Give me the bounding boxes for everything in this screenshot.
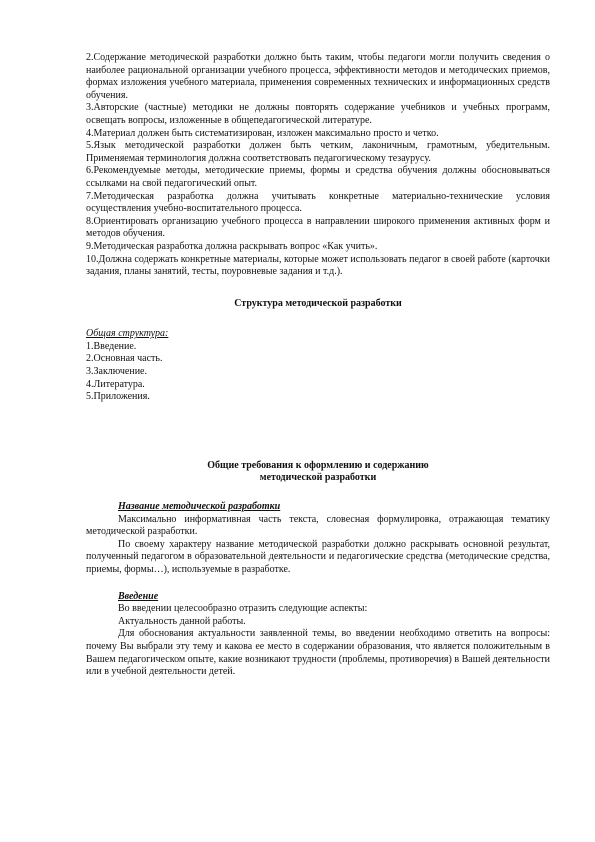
- requirement-item: 10.Должна содержать конкретные материалы, которые может использовать педагог в своей работе (карточки задания, планы занятий, тесты, поуровневые задания и т.д.).: [86, 253, 550, 278]
- requirement-item: 7.Методическая разработка должна учитывать конкретные материально-технические условия осуществления учебно-воспитательного процесса.: [86, 190, 550, 215]
- spacer: [86, 485, 550, 501]
- structure-item: 4.Литература.: [86, 378, 145, 390]
- general-heading-line2: методической разработки: [259, 472, 377, 484]
- requirement-item: 5.Язык методической разработки должен быть четким, лаконичным, грамотным, убедительным. Применяемая терминология должна соответствовать педагогическому тезаурусу.: [86, 140, 550, 164]
- structure-item: 2.Основная часть.: [86, 353, 163, 365]
- requirement-item: 9.Методическая разработка должна раскрывать вопрос «Как учить».: [86, 240, 378, 252]
- structure-item: 1.Введение.: [86, 340, 137, 352]
- title-section-subheading: Название методической разработки: [118, 501, 281, 513]
- intro-section-paragraph: Во введении целесообразно отразить следующие аспекты:: [118, 603, 368, 615]
- structure-item: 3.Заключение.: [86, 366, 147, 378]
- general-heading-line1: Общие требования к оформлению и содержанию: [207, 459, 429, 471]
- requirement-item: 8.Ориентировать организацию учебного процесса в направлении широкого применения активных форм и методов обучения.: [86, 215, 550, 240]
- spacer: [86, 404, 550, 460]
- requirement-item: 2.Содержание методической разработки должно быть таким, чтобы педагоги могли получить сведения о наиболее рациональной организации учебного процесса, эффективности методов и методических приемов, формах изложения учебного материала, применения современных технических и информационных средств обучения.: [86, 52, 550, 101]
- requirements-list: [86, 52, 550, 279]
- spacer: [86, 279, 550, 298]
- page-content: [86, 52, 550, 679]
- requirement-item: 6.Рекомендуемые методы, методические приемы, формы и средства обучения должны обосновываться ссылками на свой педагогический опыт.: [86, 165, 550, 189]
- intro-section-subheading: Введение: [118, 590, 159, 602]
- intro-section-paragraph: Для обоснования актуальности заявленной темы, во введении необходимо ответить на вопросы: почему Вы выбрали эту тему и какова ее место в содержании образования, что является положительным в Вашем педагогическом опыте, какие возникают трудности (проблемы, противоречия) в Вашей деятельности или в учебной деятельности детей.: [86, 628, 550, 678]
- intro-section-paragraph: Актуальность данной работы.: [118, 615, 246, 627]
- structure-subheading: Общая структура:: [86, 328, 169, 340]
- structure-item: 5.Приложения.: [86, 391, 150, 403]
- structure-list: [86, 341, 550, 404]
- spacer: [86, 577, 550, 591]
- title-section-paragraph: Максимально информативная часть текста, словесная формулировка, отражающая тематику методической разработки.: [86, 513, 550, 538]
- structure-heading: Структура методической разработки: [234, 297, 402, 309]
- requirement-item: 4.Материал должен быть систематизирован, изложен максимально просто и четко.: [86, 127, 439, 139]
- title-section-paragraph: По своему характеру название методической разработки должно раскрывать основной результат, полученный педагогом в образовательной деятельности и педагогические средства (методические средства, приемы, формы…), используемые в разработке.: [86, 538, 550, 575]
- requirement-item: 3.Авторские (частные) методики не должны повторять содержание учебников и учебных программ, освещать вопросы, изложенные в общепедагогической литературе.: [86, 102, 550, 126]
- spacer: [86, 310, 550, 328]
